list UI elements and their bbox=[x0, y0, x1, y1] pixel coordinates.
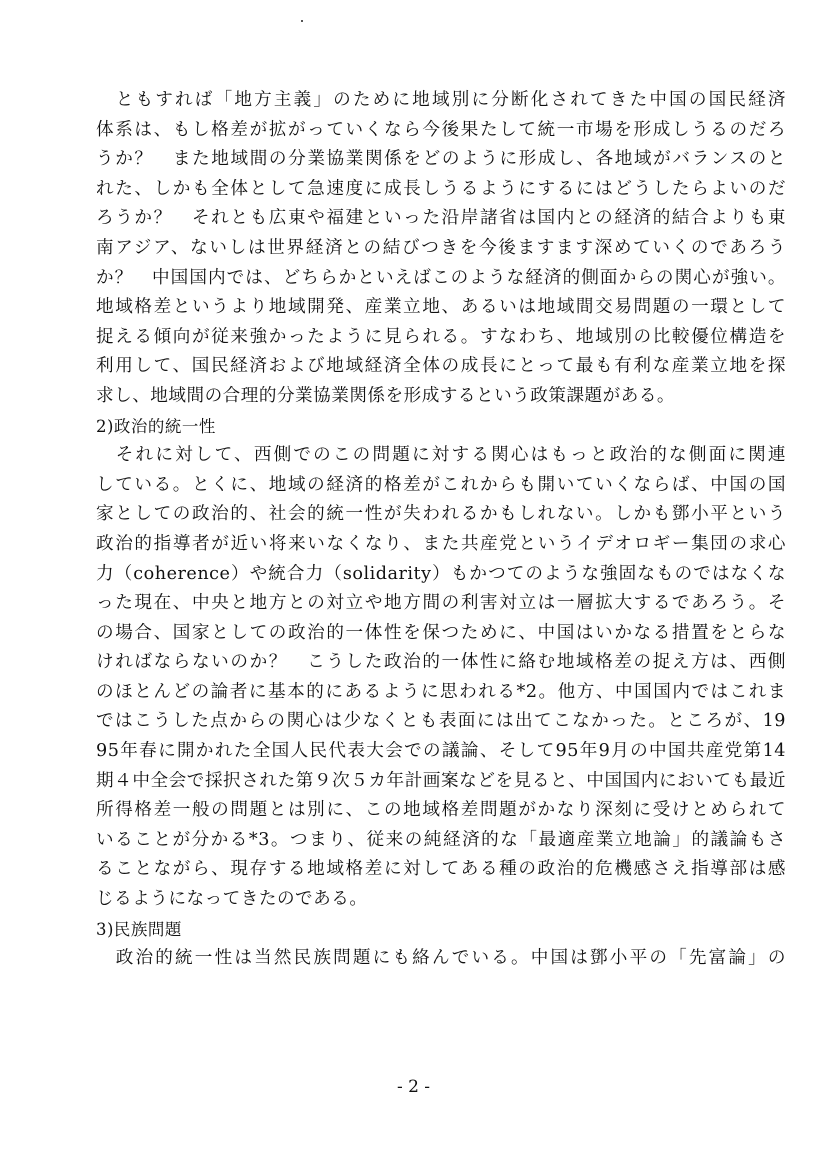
text-line: 体系は、もし格差が拡がっていくなら今後果たして統一市場を形成しうるのだろ bbox=[96, 119, 786, 140]
document-body bbox=[96, 86, 786, 974]
text-line: った現在、中央と地方との対立や地方間の利害対立は一層拡大するであろう。そ bbox=[96, 593, 786, 614]
paragraph-regional-economy bbox=[96, 86, 786, 412]
page-number: - 2 - bbox=[396, 1077, 431, 1097]
section-heading-political-unity: 2)政治的統一性 bbox=[96, 416, 216, 436]
text-line: ともすれば「地方主義」のために地域別に分断化されてきた中国の国民経済 bbox=[96, 90, 786, 110]
text-line: か？ 中国国内では、どちらかといえばこのような経済的側面からの関心が強い。 bbox=[96, 267, 786, 288]
text-line: うか？ また地域間の分業協業関係をどのように形成し、各地域がバランスのと bbox=[96, 149, 786, 170]
text-line: している。とくに、地域の経済的格差がこれからも開いていくならば、中国の国 bbox=[96, 474, 786, 495]
paragraph-political-unity bbox=[96, 441, 786, 915]
text-line: ることながら、現存する地域格差に対してある種の政治的危機感さえ指導部は感 bbox=[96, 859, 786, 880]
text-line: 期４中全会で採択された第９次５カ年計画案などを見ると、中国国内においても最近 bbox=[96, 770, 786, 791]
text-line: 南アジア、ないしは世界経済との結びつきを今後ますます深めていくのであろう bbox=[96, 237, 786, 258]
text-line: のほとんどの論者に基本的にあるように思われる*2。他方、中国国内ではこれま bbox=[96, 681, 786, 702]
text-line: ろうか？ それとも広東や福建といった沿岸諸省は国内との経済的結合よりも東 bbox=[96, 208, 786, 229]
text-line: 力（coherence）や統合力（solidarity）もかつてのような強固なものではなくな bbox=[96, 563, 786, 584]
text-line: 捉える傾向が従来強かったように見られる。すなわち、地域別の比較優位構造を bbox=[96, 326, 786, 347]
text-line: 利用して、国民経済および地域経済全体の成長にとって最も有利な産業立地を探 bbox=[96, 356, 786, 377]
text-line: 政治的統一性は当然民族問題にも絡んでいる。中国は鄧小平の「先富論」の bbox=[96, 948, 786, 969]
scan-mark bbox=[301, 20, 303, 22]
text-line: 政治的指導者が近い将来いなくなり、また共産党というイデオロギー集団の求心 bbox=[96, 533, 786, 554]
text-line: れた、しかも全体として急速度に成長しうるようにするにはどうしたらよいのだ bbox=[96, 178, 786, 199]
text-line: 求し、地域間の合理的分業協業関係を形成するという政策課題がある。 bbox=[96, 385, 676, 406]
text-line: 所得格差一般の問題とは別に、この地域格差問題がかなり深刻に受けとめられて bbox=[96, 800, 786, 821]
text-line: 家としての政治的、社会的統一性が失われるかもしれない。しかも鄧小平という bbox=[96, 504, 786, 525]
section-heading-ethnic-issues: 3)民族問題 bbox=[96, 919, 182, 939]
text-line: 地域格差というより地域開発、産業立地、あるいは地域間交易問題の一環として bbox=[96, 297, 786, 318]
text-line: いることが分かる*3。つまり、従来の純経済的な「最適産業立地論」的議論もさ bbox=[96, 829, 786, 850]
text-line: ではこうした点からの関心は少なくとも表面には出てこなかった。ところが、19 bbox=[96, 711, 786, 732]
paragraph-ethnic-issues bbox=[96, 944, 786, 974]
text-line: ければならないのか？ こうした政治的一体性に絡む地域格差の捉え方は、西側 bbox=[96, 652, 786, 673]
text-line: の場合、国家としての政治的一体性を保つために、中国はいかなる措置をとらな bbox=[96, 622, 786, 643]
text-line: それに対して、西側でのこの問題に対する関心はもっと政治的な側面に関連 bbox=[96, 445, 786, 466]
text-line: 95年春に開かれた全国人民代表大会での議論、そして95年9月の中国共産党第14 bbox=[96, 741, 786, 762]
text-line: じるようになってきたのである。 bbox=[96, 889, 368, 910]
